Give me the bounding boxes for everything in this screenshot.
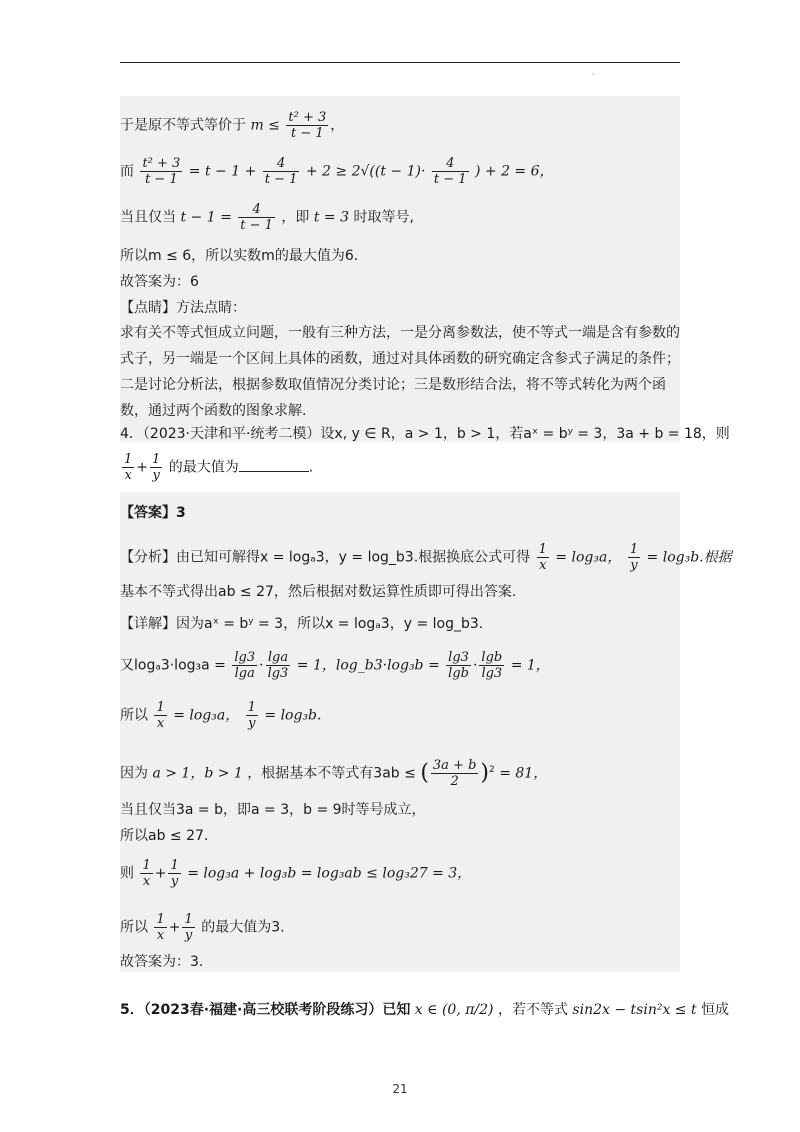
line-equivalent: 于是原不等式等价于 m ≤ $\frac{\text{t² + 3}}{t - 1}$ ， (120, 110, 345, 141)
answer-blank (239, 457, 309, 472)
line-remark-title: 【点睛】方法点睛： (120, 300, 246, 316)
question-5-stem: 5．（2023春·福建·高三校联考阶段练习）已知 x ∈ (0, π/2) ，若不等式 sin2x − tsin²x ≤ t 恒成 (120, 1002, 730, 1018)
line-answer: 故答案为：6 (120, 274, 199, 290)
header-rule (120, 62, 680, 63)
q4-detail-line1: 【详解】因为aˣ = bʸ = 3，所以x = logₐ3，y = log_b3. (120, 616, 484, 632)
line-inequality-chain: 而 $\frac{\text{t² + 3}}{t - 1}$ = t − 1 + $\frac{4}{t - 1}$ + 2 ≥ 2√((t − 1)· $\frac{4}{t - 1}$ ) + 2 = 6， (120, 156, 554, 187)
q4-analysis-line1: 【分析】由已知可解得x = logₐ3，y = log_b3.根据换底公式可得 $\frac{1}{x}$ = log₃a， $\frac{1}{y}$ = log₃b.根据 (120, 542, 732, 573)
question-4-target: $\frac{1}{x}$ + $\frac{1}{y}$ 的最大值为 . (124, 452, 314, 483)
q4-detail-line5: 当且仅当3a = b，即a = 3，b = 9时等号成立， (120, 802, 426, 818)
q4-detail-line8: 所以 $\frac{1}{x}$ + $\frac{1}{y}$ 的最大值为3. (120, 912, 285, 943)
line-equality-condition: 当且仅当 t − 1 = $\frac{4}{t - 1}$ ，即 t = 3 时取等号, (120, 202, 414, 233)
header-mark: · (592, 70, 595, 79)
q4-detail-line4: 因为 a > 1，b > 1 ，根据基本不等式有3ab ≤ ( $\frac{3a + b}{2}$ )$^2$ = 81， (120, 758, 548, 789)
q4-detail-line9: 故答案为：3. (120, 954, 204, 970)
line-max-value: 所以m ≤ 6，所以实数m的最大值为6. (120, 248, 359, 264)
question-4-stem: 4．（2023·天津和平·统考二模）设x, y ∈ R，a > 1，b > 1，若aˣ = bʸ = 3，3a + b = 18，则 (120, 426, 730, 442)
q4-detail-line3: 所以 $\frac{1}{x}$ = log₃a， $\frac{1}{y}$ = log₃b. (120, 700, 322, 731)
q4-detail-line7: 则 $\frac{1}{x}$ + $\frac{1}{y}$ = log₃a + log₃b = log₃ab ≤ log₃27 = 3， (120, 858, 472, 889)
page-number: 21 (392, 1082, 408, 1096)
q4-answer: 【答案】3 (120, 505, 186, 521)
q4-analysis-line2: 基本不等式得出ab ≤ 27，然后根据对数运算性质即可得出答案. (120, 584, 517, 600)
q4-detail-line6: 所以ab ≤ 27. (120, 828, 209, 844)
q4-detail-line2: 又logₐ3·log₃a = $\frac{\lg 3}{\lg a}$ · $\frac{\lg a}{\lg 3}$ = 1，log_b3·log₃b = $\frac{\lg 3}{\lg b}$ · $\frac{\lg b}{\lg 3}$ = 1， (120, 650, 550, 681)
remark-paragraph: 求有关不等式恒成立问题，一般有三种方法，一是分离参数法，使不等式一端是含有参数的式子，另一端是一个区间上具体的函数，通过对具体函数的研究确定含参式子满足的条件；二是讨论分析法，根据参数取值情况分类讨论；三是数形结合法，将不等式转化为两个函数，通过两个函数的图象求解. (120, 325, 680, 419)
